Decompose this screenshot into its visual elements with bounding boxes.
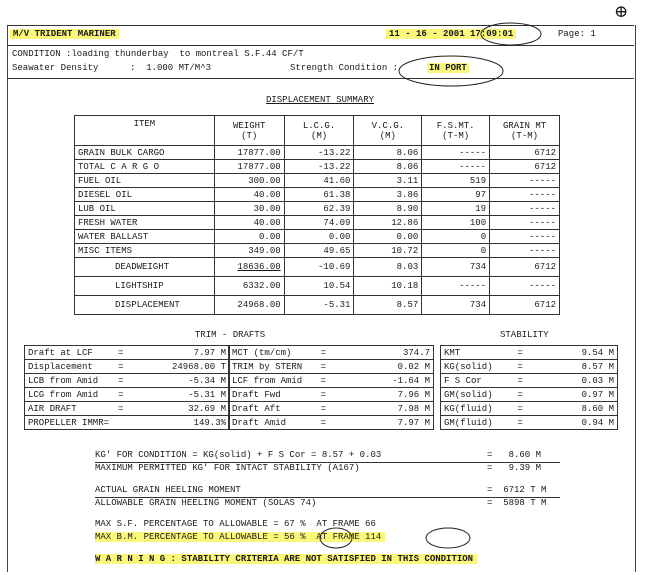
density-label: Seawater Density bbox=[12, 63, 99, 73]
cell: 0.97 M bbox=[528, 388, 617, 402]
col-header-fsmt: F.S.MT. (T-M) bbox=[422, 116, 490, 146]
cell: Draft Fwd bbox=[229, 388, 315, 402]
cell: KG(fluid) bbox=[441, 402, 513, 416]
cell: 24968.00 bbox=[214, 296, 284, 315]
cell: = bbox=[112, 360, 130, 374]
table-row bbox=[25, 416, 230, 430]
cell: 349.00 bbox=[214, 244, 284, 258]
density-value: : 1.000 MT/M^3 bbox=[130, 63, 212, 73]
cell: MCT (tm/cm) bbox=[229, 346, 315, 360]
displacement-table bbox=[74, 115, 560, 315]
cell: 7.97 M bbox=[130, 346, 230, 360]
table-row bbox=[25, 360, 230, 374]
table-row bbox=[229, 388, 434, 402]
cell: 18636.00 bbox=[214, 258, 284, 277]
actual-heel-line: ACTUAL GRAIN HEELING MOMENT bbox=[95, 485, 241, 495]
table-row bbox=[441, 346, 618, 360]
cell: 100 bbox=[422, 216, 490, 230]
strength-circle-annotation bbox=[395, 52, 507, 90]
cell: 17877.00 bbox=[214, 146, 284, 160]
max-sf-line: MAX S.F. PERCENTAGE TO ALLOWABLE = 67 % AT FRAME 66 bbox=[95, 519, 376, 529]
cell: 7.96 M bbox=[332, 388, 433, 402]
cell: LCB from Amid bbox=[25, 374, 113, 388]
table-row bbox=[75, 216, 560, 230]
page-number: Page: 1 bbox=[558, 29, 596, 39]
table-row bbox=[25, 346, 230, 360]
cell: 7.97 M bbox=[332, 416, 433, 430]
max-bm-line: MAX B.M. PERCENTAGE TO ALLOWABLE = 56 % AT FRAME 114 bbox=[95, 532, 385, 542]
allow-heel-line: ALLOWABLE GRAIN HEELING MOMENT (SOLAS 74) bbox=[95, 498, 317, 508]
cell: 519 bbox=[422, 174, 490, 188]
table-row bbox=[25, 388, 230, 402]
table-row bbox=[229, 402, 434, 416]
cell: 8.57 bbox=[354, 296, 422, 315]
table-row bbox=[229, 360, 434, 374]
cell: 8.03 bbox=[354, 258, 422, 277]
cell: F S Cor bbox=[441, 374, 513, 388]
cell: MISC ITEMS bbox=[75, 244, 215, 258]
cell: 61.38 bbox=[284, 188, 354, 202]
cell: 7.98 M bbox=[332, 402, 433, 416]
cell: 12.86 bbox=[354, 216, 422, 230]
total-row-deadweight bbox=[75, 258, 560, 277]
cell: 24968.00 T bbox=[130, 360, 230, 374]
displacement-title: DISPLACEMENT SUMMARY bbox=[265, 95, 375, 105]
cell: ----- bbox=[490, 188, 560, 202]
cell: 0 bbox=[422, 230, 490, 244]
cell: 19 bbox=[422, 202, 490, 216]
col-header-vcg: V.C.G. (M) bbox=[354, 116, 422, 146]
strength-label: Strength Condition : bbox=[290, 63, 399, 73]
cell: ----- bbox=[422, 277, 490, 296]
cell: 8.57 M bbox=[528, 360, 617, 374]
cell: ----- bbox=[422, 146, 490, 160]
table-row bbox=[441, 374, 618, 388]
table-row bbox=[441, 360, 618, 374]
table-row bbox=[441, 416, 618, 430]
col-header-weight: WEIGHT (T) bbox=[214, 116, 284, 146]
cell: = bbox=[314, 388, 332, 402]
cell: 40.00 bbox=[214, 216, 284, 230]
cell: GM(fluid) bbox=[441, 416, 513, 430]
cell: 17877.00 bbox=[214, 160, 284, 174]
time-circle-annotation bbox=[478, 20, 544, 48]
total-row-lightship bbox=[75, 277, 560, 296]
cell: ----- bbox=[490, 244, 560, 258]
handwritten-mark: ⊕ bbox=[614, 2, 629, 22]
condition-divider bbox=[7, 78, 634, 79]
cell: -5.34 M bbox=[130, 374, 230, 388]
cell: 49.65 bbox=[284, 244, 354, 258]
cell: = bbox=[112, 388, 130, 402]
cell: PROPELLER IMMR= bbox=[25, 416, 113, 430]
cell: AIR DRAFT bbox=[25, 402, 113, 416]
cell: Draft Aft bbox=[229, 402, 315, 416]
cell: 62.39 bbox=[284, 202, 354, 216]
cell: FUEL OIL bbox=[75, 174, 215, 188]
allow-heel-value: = 5898 T M bbox=[487, 498, 547, 508]
max-kg-line: MAXIMUM PERMITTED KG' FOR INTACT STABILITY (A167) bbox=[95, 463, 360, 473]
cell: TOTAL C A R G O bbox=[75, 160, 215, 174]
cell: LCG from Amid bbox=[25, 388, 113, 402]
cell: = bbox=[512, 416, 528, 430]
stability-table bbox=[440, 345, 618, 430]
cell: = bbox=[512, 360, 528, 374]
table-row bbox=[75, 230, 560, 244]
report-datetime: 11 - 16 - 2001 17:09:01 bbox=[386, 29, 516, 39]
cell: 300.00 bbox=[214, 174, 284, 188]
cell: = bbox=[512, 374, 528, 388]
cell: 10.72 bbox=[354, 244, 422, 258]
cell: 0 bbox=[422, 244, 490, 258]
cell: 0.00 bbox=[214, 230, 284, 244]
cell: 10.18 bbox=[354, 277, 422, 296]
cell: DEADWEIGHT bbox=[75, 258, 215, 277]
cell: GRAIN BULK CARGO bbox=[75, 146, 215, 160]
cell: = bbox=[314, 360, 332, 374]
cell: = bbox=[512, 388, 528, 402]
cell: ----- bbox=[490, 230, 560, 244]
max-kg-value: = 9.39 M bbox=[487, 463, 542, 473]
cell: DISPLACEMENT bbox=[75, 296, 215, 315]
cell: KMT bbox=[441, 346, 513, 360]
table-row bbox=[75, 244, 560, 258]
cell: = bbox=[112, 374, 130, 388]
cell: = bbox=[512, 346, 528, 360]
cell: 0.00 bbox=[284, 230, 354, 244]
cell: 3.11 bbox=[354, 174, 422, 188]
cell: 30.00 bbox=[214, 202, 284, 216]
trim-title: TRIM - DRAFTS bbox=[194, 330, 266, 340]
cell: LUB OIL bbox=[75, 202, 215, 216]
cell: 8.06 bbox=[354, 160, 422, 174]
cell: = bbox=[314, 374, 332, 388]
cell: 0.00 bbox=[354, 230, 422, 244]
cell: 0.94 M bbox=[528, 416, 617, 430]
cell: KG(solid) bbox=[441, 360, 513, 374]
cell: LIGHTSHIP bbox=[75, 277, 215, 296]
cell: -1.64 M bbox=[332, 374, 433, 388]
cell: FRESH WATER bbox=[75, 216, 215, 230]
cell: 40.00 bbox=[214, 188, 284, 202]
cell: 97 bbox=[422, 188, 490, 202]
cell: LCF from Amid bbox=[229, 374, 315, 388]
col-header-grainmt: GRAIN MT (T-M) bbox=[490, 116, 560, 146]
stability-warning: W A R N I N G : STABILITY CRITERIA ARE NOT SATISFIED IN THIS CONDITION bbox=[95, 554, 477, 564]
cell: 0.02 M bbox=[332, 360, 433, 374]
cell: 0.03 M bbox=[528, 374, 617, 388]
cell: 41.60 bbox=[284, 174, 354, 188]
cell: 8.90 bbox=[354, 202, 422, 216]
cell: = bbox=[112, 346, 130, 360]
cell: -13.22 bbox=[284, 146, 354, 160]
cell: Displacement bbox=[25, 360, 113, 374]
stability-title: STABILITY bbox=[500, 330, 549, 340]
table-row bbox=[25, 374, 230, 388]
cell: WATER BALLAST bbox=[75, 230, 215, 244]
cell: 10.54 bbox=[284, 277, 354, 296]
actual-heel-value: = 6712 T M bbox=[487, 485, 547, 495]
cell: DIESEL OIL bbox=[75, 188, 215, 202]
cell: 9.54 M bbox=[528, 346, 617, 360]
cell: ----- bbox=[422, 160, 490, 174]
condition-line: CONDITION :loading thunderbay to montreal S.F.44 CF/T bbox=[12, 49, 304, 59]
cell: 8.60 M bbox=[528, 402, 617, 416]
table-row bbox=[441, 402, 618, 416]
cell: = bbox=[314, 416, 332, 430]
cell: ----- bbox=[490, 277, 560, 296]
table-row bbox=[229, 346, 434, 360]
table-row bbox=[229, 374, 434, 388]
cell: = bbox=[512, 402, 528, 416]
cell: -5.31 bbox=[284, 296, 354, 315]
cell: GM(solid) bbox=[441, 388, 513, 402]
cell: Draft Amid bbox=[229, 416, 315, 430]
cell: 6712 bbox=[490, 258, 560, 277]
col-header-item: ITEM bbox=[75, 116, 215, 146]
table-row bbox=[229, 416, 434, 430]
cell: 734 bbox=[422, 258, 490, 277]
cell: 32.69 M bbox=[130, 402, 230, 416]
cell: = bbox=[112, 402, 130, 416]
cell: 6712 bbox=[490, 296, 560, 315]
cell: Draft at LCF bbox=[25, 346, 113, 360]
table-row bbox=[75, 174, 560, 188]
cell: ----- bbox=[490, 174, 560, 188]
displacement-header-row bbox=[75, 116, 560, 146]
cell: = bbox=[314, 346, 332, 360]
kg-condition-line: KG' FOR CONDITION = KG(solid) + F S Cor = 8.57 + 0.03 bbox=[95, 450, 382, 460]
cell: ----- bbox=[490, 202, 560, 216]
table-row bbox=[75, 160, 560, 174]
cell: 6712 bbox=[490, 146, 560, 160]
cell: 6712 bbox=[490, 160, 560, 174]
frame-circle bbox=[424, 526, 472, 550]
total-row-displacement bbox=[75, 296, 560, 315]
cell: 149.3% bbox=[130, 416, 230, 430]
cell: 734 bbox=[422, 296, 490, 315]
cell: -13.22 bbox=[284, 160, 354, 174]
trim-right-table bbox=[228, 345, 434, 430]
cell: 374.7 bbox=[332, 346, 433, 360]
cell: ----- bbox=[490, 216, 560, 230]
vessel-name: M/V TRIDENT MARINER bbox=[10, 29, 119, 39]
cell bbox=[112, 416, 130, 430]
cell: = bbox=[314, 402, 332, 416]
cell: -5.31 M bbox=[130, 388, 230, 402]
table-row bbox=[25, 402, 230, 416]
cell: 6332.00 bbox=[214, 277, 284, 296]
cell: -10.69 bbox=[284, 258, 354, 277]
strength-value: IN PORT bbox=[429, 63, 467, 73]
table-row bbox=[75, 188, 560, 202]
kg-condition-value: = 8.60 M bbox=[487, 450, 542, 460]
trim-left-table bbox=[24, 345, 230, 430]
col-header-lcg: L.C.G. (M) bbox=[284, 116, 354, 146]
cell: 74.09 bbox=[284, 216, 354, 230]
cell: 3.86 bbox=[354, 188, 422, 202]
table-row bbox=[75, 146, 560, 160]
cell: 8.06 bbox=[354, 146, 422, 160]
bm-percent-circle bbox=[318, 526, 354, 550]
cell: TRIM by STERN bbox=[229, 360, 315, 374]
table-row bbox=[441, 388, 618, 402]
table-row bbox=[75, 202, 560, 216]
